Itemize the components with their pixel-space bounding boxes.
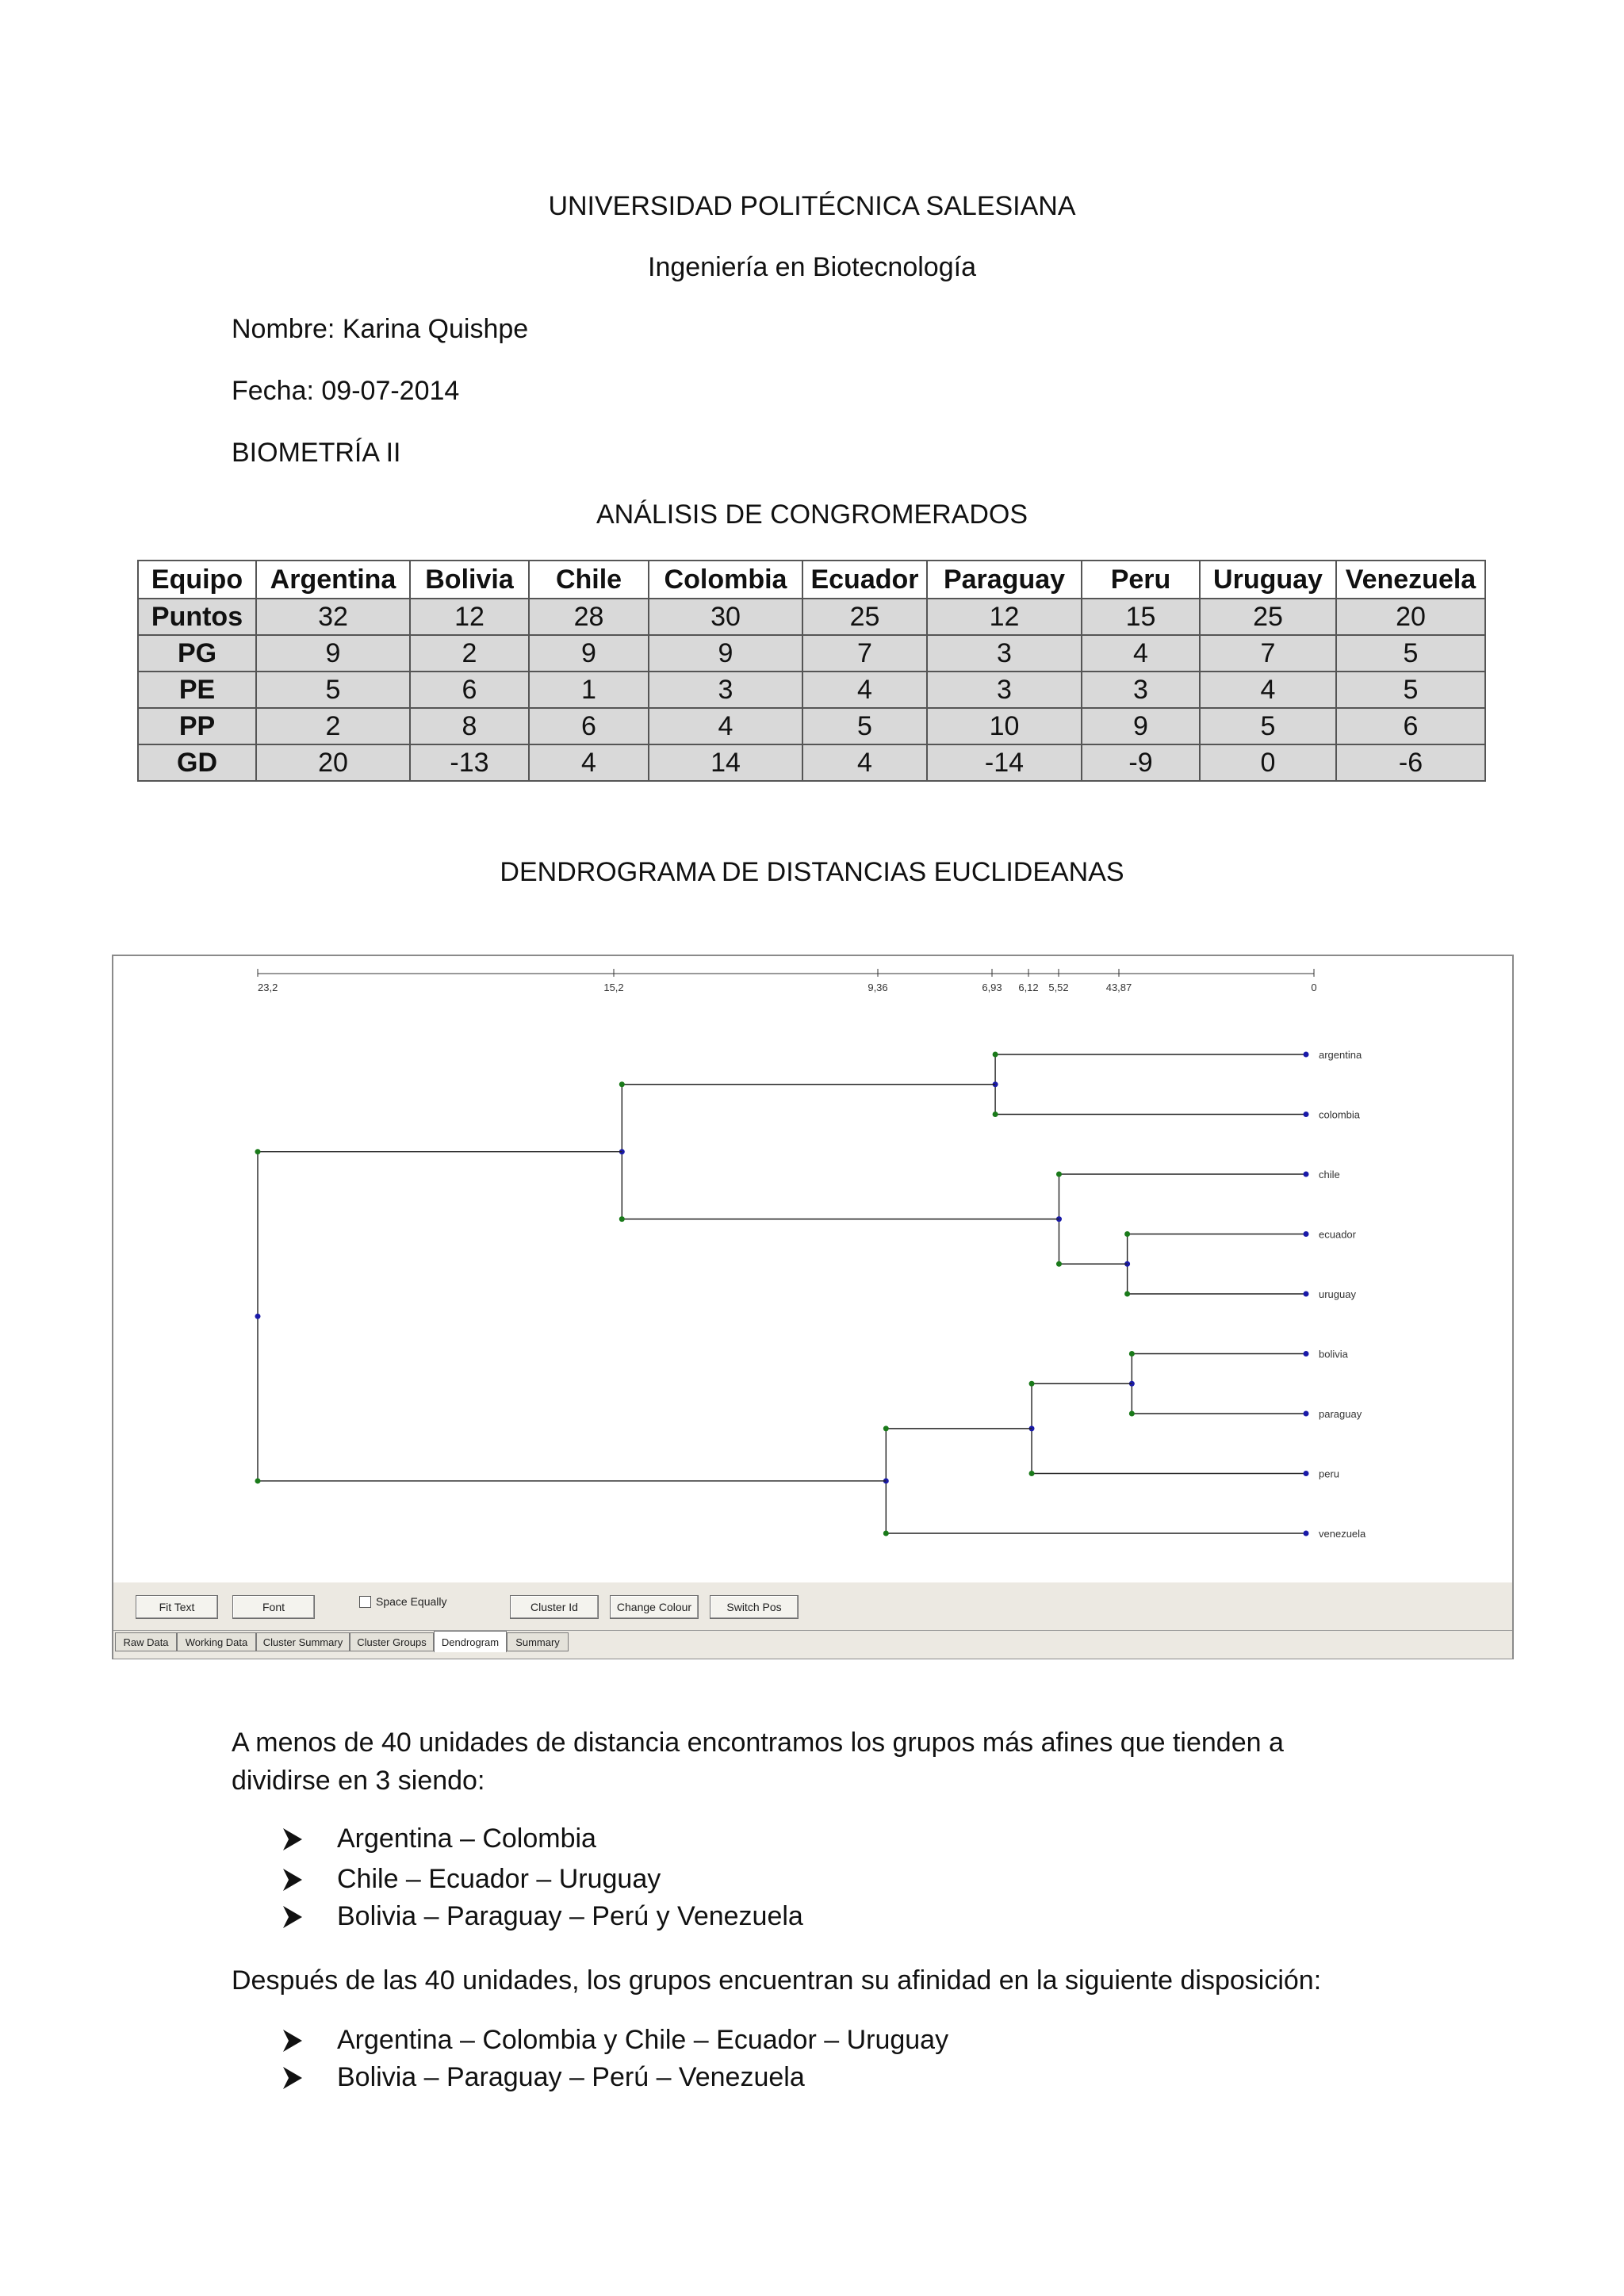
axis-tick-label: 9,36 <box>868 982 888 993</box>
table-row <box>138 708 1485 744</box>
table-cell: 5 <box>256 672 410 708</box>
analysis-paragraph-2: Después de las 40 unidades, los grupos encuentran su afinidad en la siguiente disposición: <box>232 1965 1322 1996</box>
table-cell: 8 <box>410 708 529 744</box>
leaf-label: bolivia <box>1319 1348 1348 1360</box>
table-cell: 4 <box>802 672 927 708</box>
leaf-node <box>1304 1351 1309 1357</box>
branch-node <box>1056 1261 1062 1267</box>
table-cell: 4 <box>1200 672 1336 708</box>
branch-node <box>1029 1471 1035 1476</box>
arrow-bullet-icon <box>282 1904 304 1930</box>
branch-node <box>255 1149 261 1154</box>
table-cell: 32 <box>256 599 410 635</box>
table-cell: 9 <box>256 635 410 672</box>
table-cell: 0 <box>1200 744 1336 781</box>
table-cell: 25 <box>1200 599 1336 635</box>
axis-tick-label: 5,52 <box>1048 982 1069 993</box>
list-item-text: Chile – Ecuador – Uruguay <box>337 1864 661 1894</box>
branch-node <box>1124 1292 1130 1297</box>
axis-tick-label: 15,2 <box>603 982 624 993</box>
table-header-cell: Argentina <box>256 561 410 599</box>
list-item <box>282 1901 803 1932</box>
leaf-node <box>1304 1112 1309 1117</box>
table-row <box>138 744 1485 781</box>
section-title: ANÁLISIS DE CONGROMERADOS <box>596 499 1028 530</box>
dendrogram-window <box>112 955 1514 1659</box>
analysis-paragraph-1: A menos de 40 unidades de distancia encontramos los grupos más afines que tienden a dividirse en 3 siendo: <box>232 1728 1284 1796</box>
space-equally-label: Space Equally <box>376 1595 447 1608</box>
table-header-cell: Chile <box>529 561 649 599</box>
row-header-cell: GD <box>138 744 256 781</box>
table-cell: 4 <box>649 708 802 744</box>
table-cell: 20 <box>256 744 410 781</box>
dendrogram-title: DENDROGRAMA DE DISTANCIAS EUCLIDEANAS <box>500 857 1124 887</box>
table-cell: 30 <box>649 599 802 635</box>
switch-pos-button[interactable]: Switch Pos <box>710 1595 799 1619</box>
cluster-data-table <box>137 560 1486 782</box>
table-cell: 15 <box>1082 599 1200 635</box>
branch-node <box>255 1478 261 1483</box>
branch-node <box>993 1112 998 1117</box>
table-cell: 6 <box>1336 708 1485 744</box>
axis-tick-label: 6,12 <box>1018 982 1039 993</box>
tab-dendrogram[interactable]: Dendrogram <box>434 1631 507 1652</box>
table-cell: 12 <box>410 599 529 635</box>
table-header-cell: Uruguay <box>1200 561 1336 599</box>
dendrogram-toolbar <box>113 1582 1512 1630</box>
table-cell: 14 <box>649 744 802 781</box>
tab-cluster-summary[interactable]: Cluster Summary <box>256 1632 350 1651</box>
fit-text-button[interactable]: Fit Text <box>136 1595 218 1619</box>
table-cell: 4 <box>1082 635 1200 672</box>
arrow-bullet-icon <box>282 2065 304 2091</box>
branch-node <box>619 1216 625 1222</box>
branch-node <box>883 1425 889 1431</box>
table-cell: 9 <box>529 635 649 672</box>
table-cell: 2 <box>256 708 410 744</box>
table-cell: 1 <box>529 672 649 708</box>
table-header-cell: Paraguay <box>927 561 1082 599</box>
branch-node <box>1129 1411 1135 1417</box>
table-cell: 3 <box>649 672 802 708</box>
checkbox-box[interactable] <box>359 1596 371 1608</box>
branch-node <box>993 1052 998 1058</box>
axis-tick-label: 0 <box>1311 982 1317 993</box>
leaf-node <box>1304 1052 1309 1058</box>
leaf-label: paraguay <box>1319 1408 1362 1420</box>
table-cell: 20 <box>1336 599 1485 635</box>
row-header-cell: PE <box>138 672 256 708</box>
arrow-bullet-icon <box>282 1827 304 1852</box>
table-header-cell: Ecuador <box>802 561 927 599</box>
leaf-node <box>1304 1292 1309 1297</box>
table-cell: -9 <box>1082 744 1200 781</box>
axis-tick-label: 43,87 <box>1105 982 1132 993</box>
list-item-text: Argentina – Colombia <box>337 1823 596 1854</box>
table-cell: 6 <box>410 672 529 708</box>
table-cell: 3 <box>1082 672 1200 708</box>
dendrogram-chart <box>118 961 1507 1579</box>
table-header-cell: Equipo <box>138 561 256 599</box>
table-cell: 25 <box>802 599 927 635</box>
table-cell: -14 <box>927 744 1082 781</box>
branch-node <box>1056 1172 1062 1177</box>
leaf-label: argentina <box>1319 1049 1362 1061</box>
row-header-cell: PG <box>138 635 256 672</box>
career-title: Ingeniería en Biotecnología <box>648 252 976 282</box>
leaf-label: ecuador <box>1319 1228 1356 1241</box>
branch-node <box>1029 1381 1035 1387</box>
list-item-text: Bolivia – Paraguay – Perú – Venezuela <box>337 2062 805 2092</box>
table-cell: 5 <box>1200 708 1336 744</box>
axis-tick-label: 23,2 <box>258 982 278 993</box>
table-cell: 5 <box>802 708 927 744</box>
table-header-cell: Bolivia <box>410 561 529 599</box>
branch-node <box>883 1531 889 1536</box>
merge-node <box>255 1314 261 1319</box>
table-cell: 3 <box>927 672 1082 708</box>
table-header-cell: Colombia <box>649 561 802 599</box>
font-button[interactable]: Font <box>232 1595 315 1619</box>
leaf-node <box>1304 1231 1309 1237</box>
window-tab-bar <box>113 1630 1512 1659</box>
cluster-id-button[interactable]: Cluster Id <box>510 1595 599 1619</box>
leaf-label: colombia <box>1319 1108 1361 1121</box>
space-equally-checkbox[interactable] <box>359 1595 447 1608</box>
branch-node <box>1124 1231 1130 1237</box>
leaf-node <box>1304 1471 1309 1476</box>
table-cell: 4 <box>529 744 649 781</box>
tab-working-data[interactable]: Working Data <box>177 1632 256 1651</box>
table-cell: 7 <box>802 635 927 672</box>
table-cell: 7 <box>1200 635 1336 672</box>
leaf-label: venezuela <box>1319 1528 1366 1540</box>
change-colour-button[interactable]: Change Colour <box>610 1595 699 1619</box>
axis-tick-label: 6,93 <box>982 982 1002 993</box>
leaf-label: peru <box>1319 1468 1340 1480</box>
table-cell: -13 <box>410 744 529 781</box>
leaf-node <box>1304 1531 1309 1536</box>
branch-node <box>1129 1351 1135 1357</box>
table-cell: 5 <box>1336 672 1485 708</box>
list-item <box>282 2062 805 2093</box>
list-item <box>282 2025 948 2056</box>
student-name: Nombre: Karina Quishpe <box>232 314 529 344</box>
table-cell: 6 <box>529 708 649 744</box>
table-cell: -6 <box>1336 744 1485 781</box>
tab-cluster-groups[interactable]: Cluster Groups <box>350 1632 434 1651</box>
table-cell: 9 <box>649 635 802 672</box>
date-line: Fecha: 09-07-2014 <box>232 376 460 406</box>
list-item <box>282 1823 596 1854</box>
table-cell: 28 <box>529 599 649 635</box>
university-title: UNIVERSIDAD POLITÉCNICA SALESIANA <box>548 191 1076 221</box>
table-cell: 4 <box>802 744 927 781</box>
table-row <box>138 599 1485 635</box>
list-item-text: Argentina – Colombia y Chile – Ecuador – Uruguay <box>337 2025 949 2055</box>
table-cell: 9 <box>1082 708 1200 744</box>
tab-raw-data[interactable]: Raw Data <box>115 1632 177 1651</box>
branch-node <box>619 1081 625 1087</box>
leaf-label: uruguay <box>1319 1288 1356 1300</box>
tab-summary[interactable]: Summary <box>507 1632 569 1651</box>
table-cell: 3 <box>927 635 1082 672</box>
arrow-bullet-icon <box>282 2028 304 2053</box>
list-item-text: Bolivia – Paraguay – Perú y Venezuela <box>337 1901 803 1931</box>
list-item <box>282 1864 661 1895</box>
table-cell: 12 <box>927 599 1082 635</box>
row-header-cell: PP <box>138 708 256 744</box>
table-cell: 10 <box>927 708 1082 744</box>
arrow-bullet-icon <box>282 1867 304 1892</box>
leaf-node <box>1304 1172 1309 1177</box>
table-header-row <box>138 561 1485 599</box>
table-header-cell: Peru <box>1082 561 1200 599</box>
row-header-cell: Puntos <box>138 599 256 635</box>
table-cell: 5 <box>1336 635 1485 672</box>
leaf-label: chile <box>1319 1169 1340 1181</box>
leaf-node <box>1304 1411 1309 1417</box>
table-row <box>138 635 1485 672</box>
table-row <box>138 672 1485 708</box>
table-cell: 2 <box>410 635 529 672</box>
table-header-cell: Venezuela <box>1336 561 1485 599</box>
subject-line: BIOMETRÍA II <box>232 438 401 468</box>
